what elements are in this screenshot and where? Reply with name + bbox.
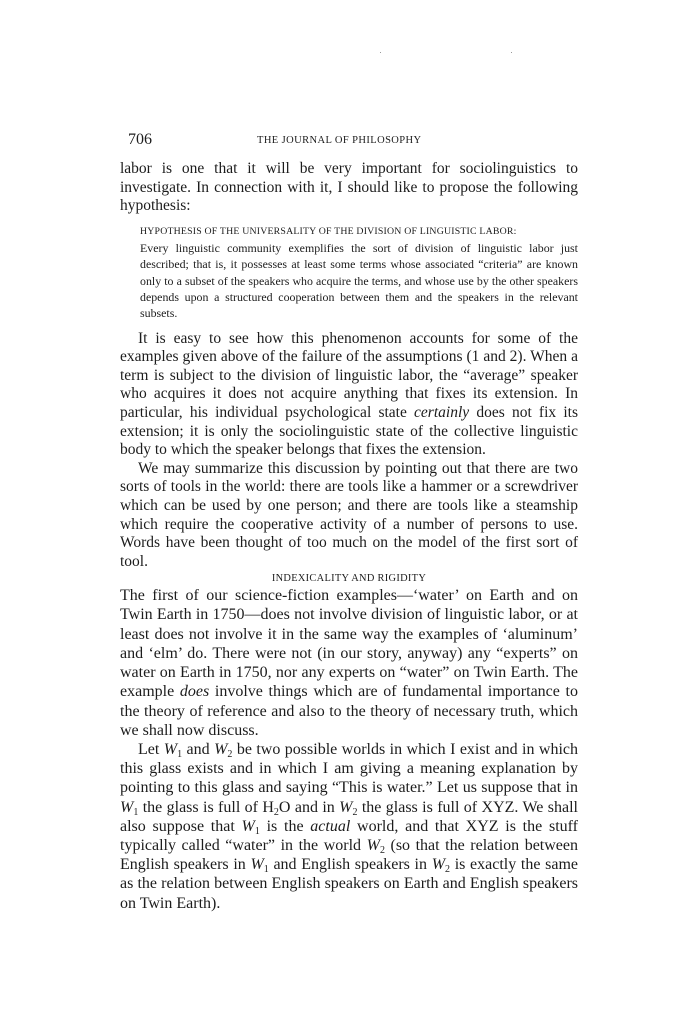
page-body [120,160,578,913]
hypothesis-title: HYPOTHESIS OF THE UNIVERSALITY OF THE DIVISION OF LINGUISTIC LABOR: [140,225,517,237]
section-body [120,586,578,912]
hypothesis-block [140,222,578,322]
page-number: 706 [128,131,152,148]
paragraph-continued: labor is one that it will be very important for sociolinguistics to investigate. In connection with it, I should like to propose the following hypothesis: [120,160,578,215]
paragraph-tools: We may summarize this discussion by pointing out that there are two sorts of tools in the world: there are tools like a hammer or a screwdriver which can be used by one person; and there are tools like a steamship which require the cooperative activity of a number of persons to use. Words have been thought of too much on the model of the first sort of tool. [120,459,578,570]
section-heading: INDEXICALITY AND RIGIDITY [271,573,427,585]
hypothesis-body: Every linguistic community exemplifies the sort of division of linguistic labor just described; that is, it possesses at least some terms whose associated “criteria” are known only to a subset of the speakers who acquire the terms, and whose use by the other speakers depends upon a structured cooperation between them and the speakers in the relevant subsets. [140,241,578,321]
scan-speck [511,52,512,53]
journal-title: THE JOURNAL OF PHILOSOPHY [257,135,422,146]
paragraph-science-fiction: The first of our science-fiction examples—‘water’ on Earth and on Twin Earth in 1750—does not involve division of linguistic labor, or at least does not involve it in the same way the examples of ‘aluminum’ and ‘elm’ do. There were not (in our story, anyway) any “experts” on water on Earth in 1750, nor any experts on “water” on Twin Earth. The example does involve things which are of fundamental importance to the theory of reference and also to the theory of necessary truth, which we shall now discuss. [120,587,579,739]
paragraph-division-of-labor: It is easy to see how this phenomenon accounts for some of the examples given above of the failure of the assumptions (1 and 2). When a term is subject to the division of linguistic labor, the “average” speaker who acquires it does not acquire anything that fixes its extension. In particular, his individual psychological state certainly does not fix its extension; it is only the sociolinguistic state of the collective linguistic body to which the speaker belongs that fixes the extension. [120,329,578,459]
scan-speck [380,52,381,53]
paragraph-possible-worlds: Let $W_1$ and $W_2$ be two possible worlds in which I exist and in which this glass exists and in which I am giving a meaning explanation by pointing to this glass and saying “This is water.” Let us suppose that in $W_1$ the glass is full of $H_2O$ and in $W_2$ the glass is full of XYZ. We shall also suppose that $W_1$ is the actual world, and that XYZ is the stuff typically called “water” in the world $W_2$ (so that the relation between English speakers in $W_1$ and English speakers in $W_2$ is exactly the same as the relation between English speakers on Earth and English speakers on Twin Earth). [120,740,579,912]
